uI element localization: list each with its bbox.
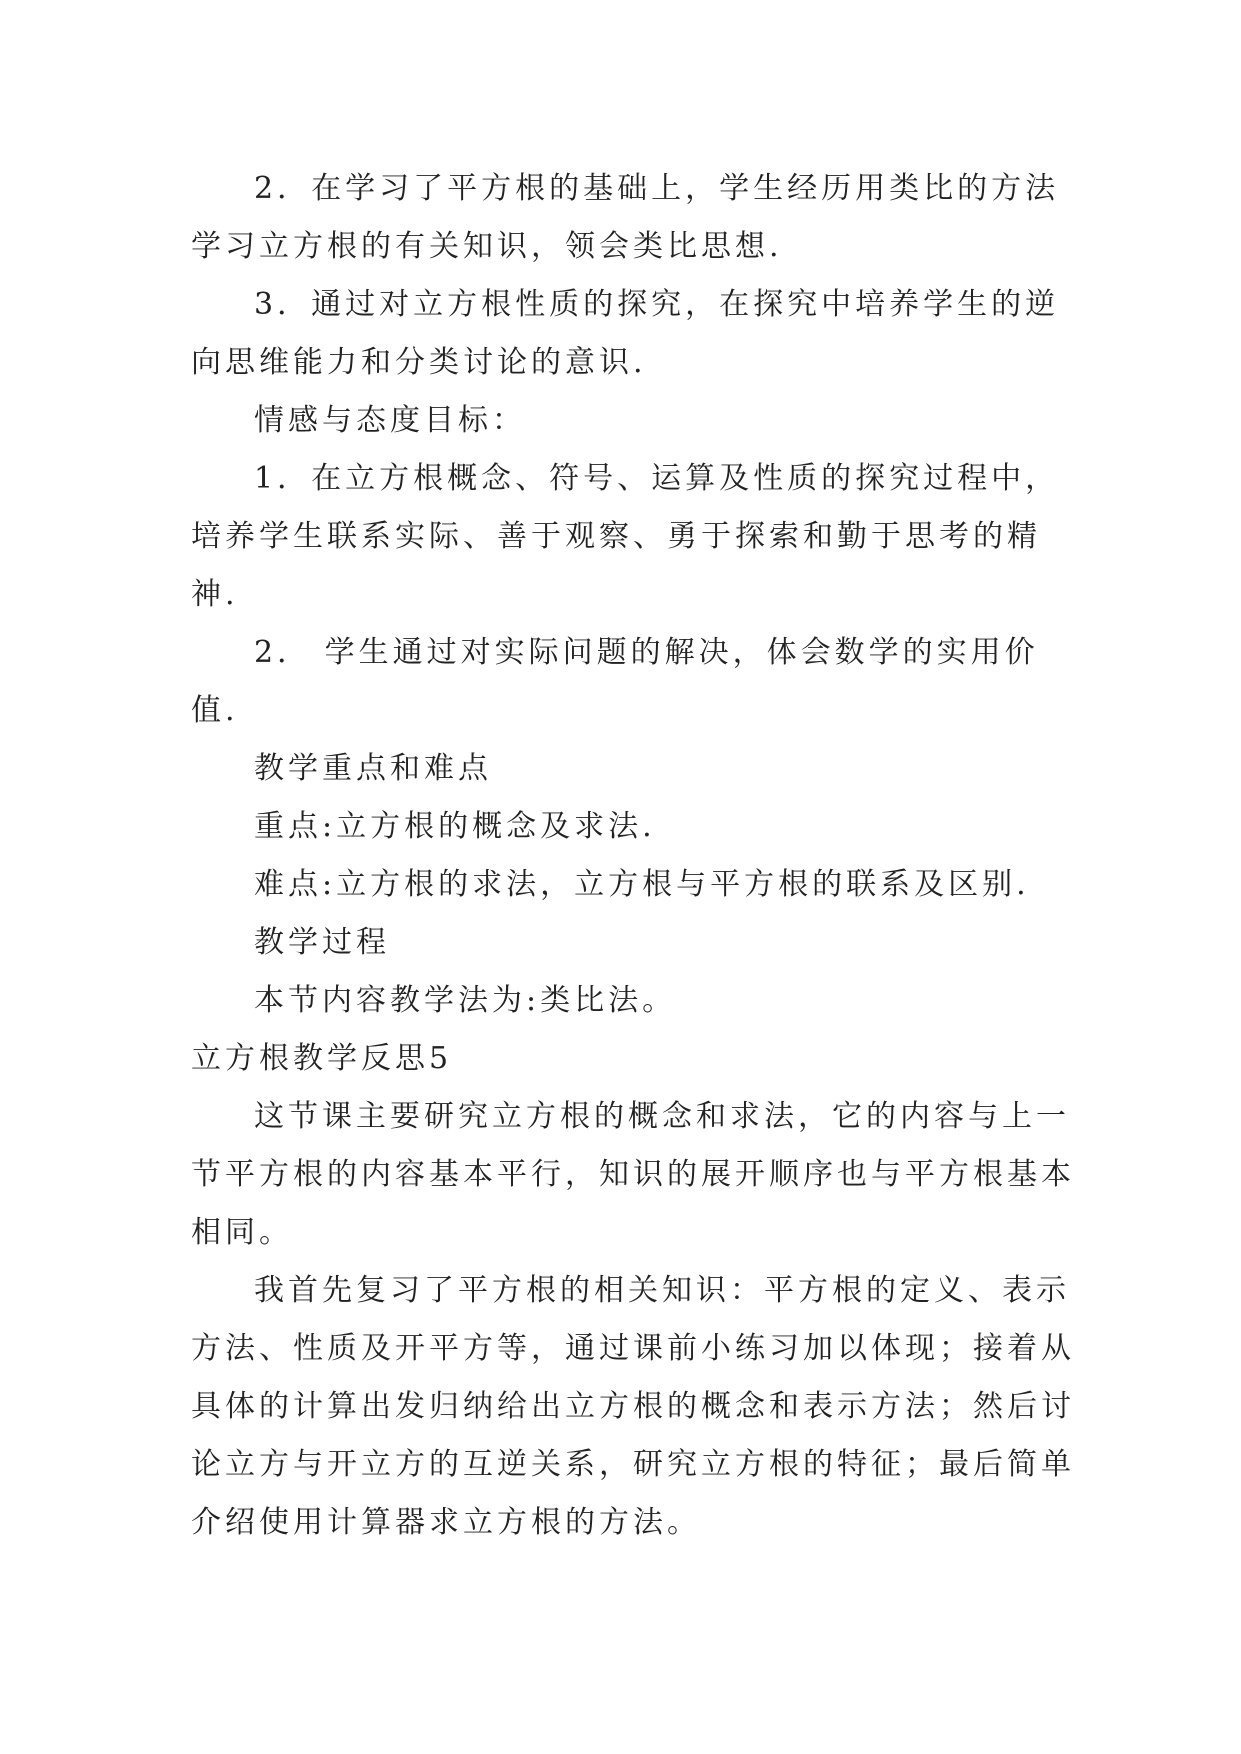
paragraph-line: 向思维能力和分类讨论的意识. (191, 345, 647, 380)
paragraph-line: 相同。 (191, 1215, 293, 1250)
paragraph-line: 本节内容教学法为:类比法。 (254, 983, 677, 1018)
section-heading: 教学重点和难点 (254, 751, 492, 786)
paragraph-line: 重点:立方根的概念及求法. (254, 809, 656, 844)
paragraph-line: 难点:立方根的求法，立方根与平方根的联系及区别. (254, 867, 1030, 902)
paragraph-line: 我首先复习了平方根的相关知识：平方根的定义、表示 (254, 1273, 1070, 1308)
paragraph-line: 神. (191, 577, 239, 612)
paragraph-line: 3．通过对立方根性质的探究，在探究中培养学生的逆 (254, 287, 1060, 322)
paragraph-line: 学习立方根的有关知识，领会类比思想. (191, 229, 783, 264)
paragraph-line: 值. (191, 693, 239, 728)
article-title: 立方根教学反思5 (191, 1041, 453, 1076)
paragraph-line: 这节课主要研究立方根的概念和求法，它的内容与上一 (254, 1099, 1070, 1134)
paragraph-line: 1．在立方根概念、符号、运算及性质的探究过程中， (254, 461, 1060, 496)
paragraph-line: 具体的计算出发归纳给出立方根的概念和表示方法；然后讨 (191, 1389, 1075, 1424)
section-heading: 教学过程 (254, 925, 390, 960)
paragraph-line: 2．在学习了平方根的基础上，学生经历用类比的方法 (254, 171, 1060, 206)
paragraph-line: 培养学生联系实际、善于观察、勇于探索和勤于思考的精 (191, 519, 1041, 554)
section-heading: 情感与态度目标： (254, 403, 526, 438)
paragraph-line: 论立方与开立方的互逆关系，研究立方根的特征；最后简单 (191, 1447, 1075, 1482)
paragraph-line: 方法、性质及开平方等，通过课前小练习加以体现；接着从 (191, 1331, 1075, 1366)
paragraph-line: 2． 学生通过对实际问题的解决，体会数学的实用价 (254, 635, 1039, 670)
document-body (191, 160, 1075, 1552)
paragraph-line: 节平方根的内容基本平行，知识的展开顺序也与平方根基本 (191, 1157, 1075, 1192)
paragraph-line: 介绍使用计算器求立方根的方法。 (191, 1505, 701, 1540)
